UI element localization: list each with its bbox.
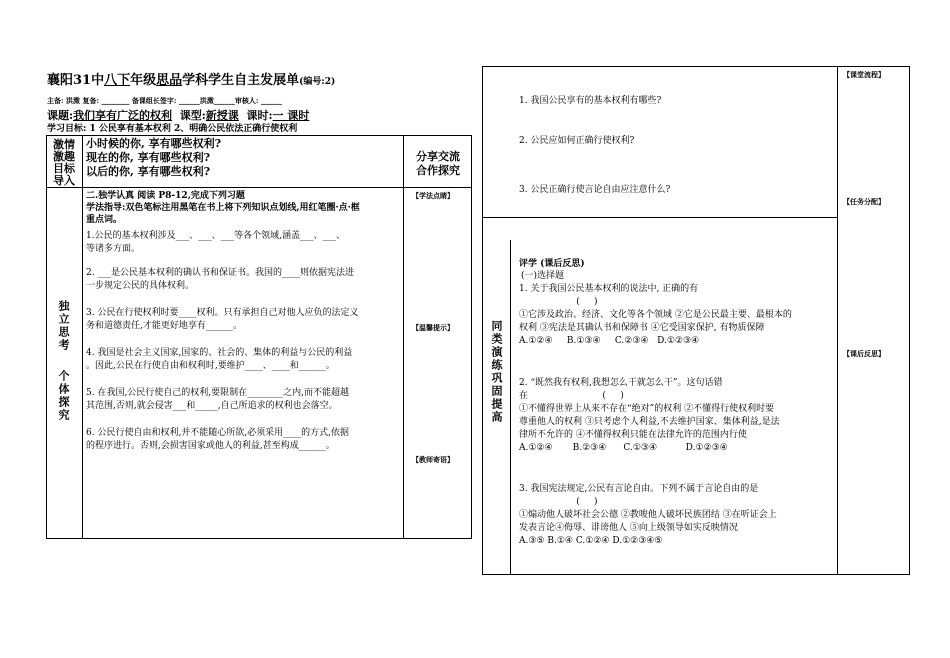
mcq-item: 1. 关于我国公民基本权利的说法中, 正确的有 ( ) ①它涉及政治、经济、文化等各个领域 ②它是公民最主要、最根本的 权利 ③宪法是其确认书和保障书 ④它受国家保护, 有物质保障 A.①②④ B.①③④ C.②③④ D.①②③④ [519, 284, 792, 346]
question: 1.公民的基本权利涉及___、___、___等各个领域,涵盖___、___、 等诸多方面。 [86, 231, 345, 254]
note-method: 【学法点睛】 [412, 191, 454, 200]
side-label-explore: 个体探究 [57, 370, 70, 422]
learning-goals: 学习目标: 1 公民享有基本权利 2、明确公民依法正确行使权利 [47, 124, 298, 134]
question: 4. 我国是社会主义国家,国家的、社会的、集体的利益与公民的利益 。因此,公民在行使自由和权利时,要维护____、____和______。 [86, 348, 353, 371]
task-title: 二.独学认真 阅读 P8-12,完成下列习题 [86, 191, 245, 201]
share-label: 分享交流 合作探究 [416, 150, 460, 177]
intro-questions: 小时候的你, 享有哪些权利? 现在的你, 享有哪些权利? 以后的你, 享有哪些权利? [86, 137, 222, 178]
meta-line: 主备: 洪溦 复备: ________ 备课组长签字: ______洪溦______审核人: ______ [47, 96, 282, 105]
question: 3. 公民在行使权利时要____权利。只有承担自己对他人应负的法定义 务和道德责任,才能更好地享有______。 [86, 308, 359, 331]
lesson-line: 课题:我们享有广泛的权利 课型:新授课 课时:一 课时 [47, 109, 310, 122]
question: 6. 公民行使自由和权利,并不能随心所欲,必须采用____的方式,依据 的程序进行。否则,会损害国家或他人的利益,甚至构成______。 [86, 428, 350, 451]
review-questions: 1. 我国公民享有的基本权利有哪些? 2. 公民应如何正确行使权利? 3. 公民正确行使言论自由应注意什么? [519, 96, 671, 195]
page-title: 襄阳31中八下年级思品学科学生自主发展单(编号:2) [47, 73, 336, 88]
side-label-think: 独立思考 [57, 300, 70, 352]
question: 5. 在我国,公民行使自己的权利,要限制在________之内,而不能超越 其范围,否则,就会侵害___和_____,自己所追求的权利也会落空。 [86, 388, 350, 411]
note-teacher: 【教师寄语】 [412, 455, 454, 464]
mcq-item: 3. 我国宪法规定,公民有言论自由。下列不属于言论自由的是 ( ) ①煽动他人破坏社会公德 ②教唆他人破坏民族团结 ③在听证会上 发表言论④侮辱、诽谤他人 ⑤向上级领导如实反映情况 A.③⑤ B.①④ C.①②④ D.①②③④⑤ [519, 484, 777, 546]
review-title: 评学 (课后反思) [519, 259, 585, 269]
note-task: 【任务分配】 [843, 197, 885, 206]
side-label-practice: 同类演练巩固提高 [490, 320, 503, 424]
note-reflection: 【课后反思】 [843, 349, 885, 358]
task-guide: 学法指导:双色笔标注用黑笔在书上将下列知识点划线,用红笔圈·点·框 重点词。 [86, 203, 360, 225]
section-title: (一)选择题 [521, 271, 565, 281]
intro-label: 激情 激趣 目标 导入 [53, 138, 75, 187]
mcq-list [519, 283, 792, 548]
mcq-item: 2. “既然我有权利,我想怎么干就怎么干”。这句话错 在 ( ) ①不懂得世界上从来不存在“绝对”的权利 ②不懂得行使权利时要 尊重他人的权利 ③只考虑个人利益,不去维护国家、集体利益,是法 律所不允许的 ④不懂得权利只能在法律允许的范围内行使 A.①②④ B.②③④ C.①③④ D.①②③④ [519, 378, 780, 453]
note-class-flow: 【课堂流程】 [843, 70, 885, 79]
note-tip: 【温馨提示】 [412, 323, 454, 332]
question-list [86, 230, 358, 453]
question: 2. ___是公民基本权利的确认书和保证书。我国的____则依据宪法进 一步规定公民的具体权利。 [86, 268, 354, 291]
